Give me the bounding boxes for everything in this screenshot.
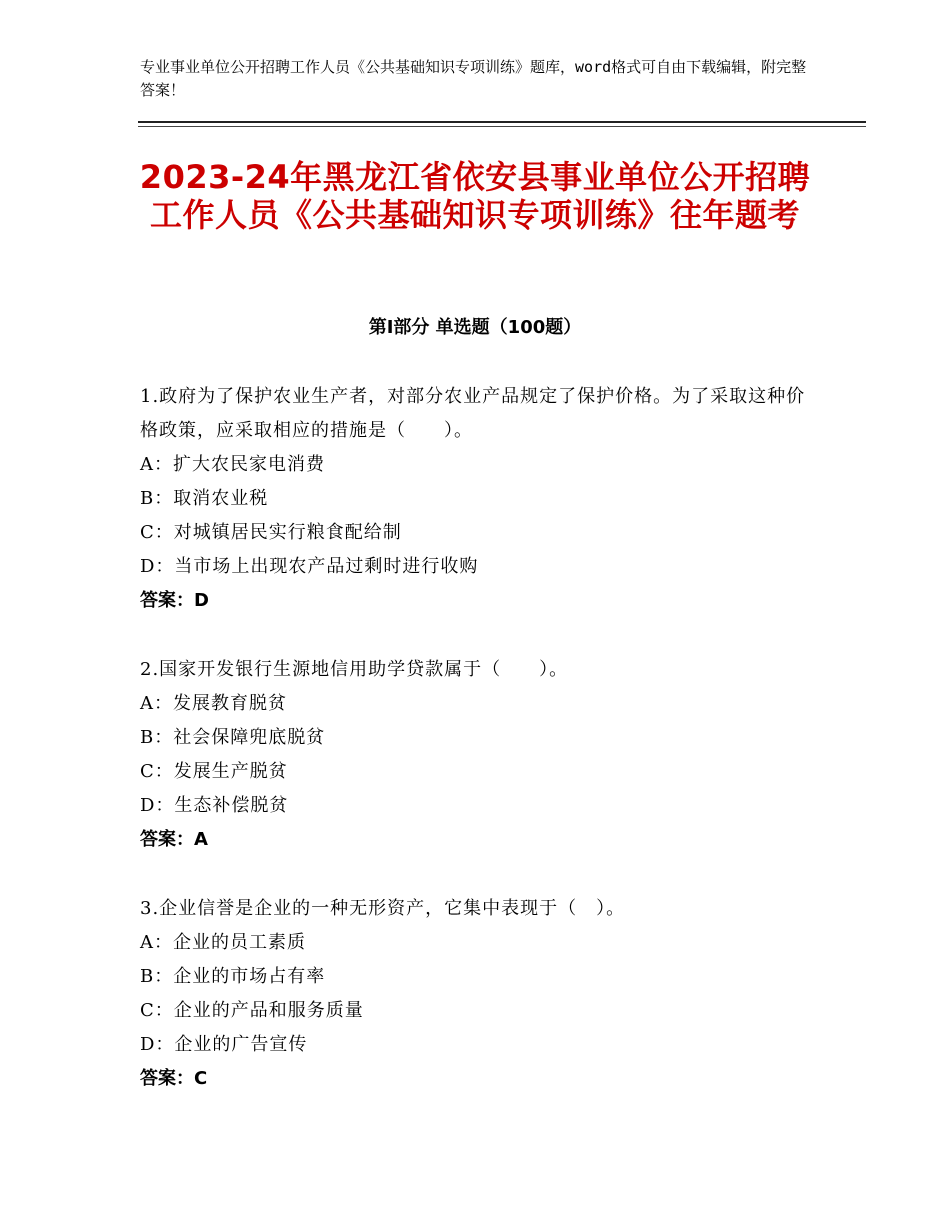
option-d: D：当市场上出现农产品过剩时进行收购: [140, 556, 479, 577]
question-stem: 2.国家开发银行生源地信用助学贷款属于（ ）。: [140, 659, 569, 680]
header-divider-thin: [138, 126, 866, 127]
header-divider-thick: [138, 121, 866, 123]
section-heading: 第Ⅰ部分 单选题（100题）: [368, 317, 582, 338]
question-block: [140, 653, 810, 857]
answer-line: 答案：D: [140, 590, 209, 611]
answer-line: 答案：C: [140, 1068, 208, 1089]
answer-line: 答案：A: [140, 829, 208, 850]
option-a: A：发展教育脱贫: [140, 693, 287, 714]
option-b: B：取消农业税: [140, 488, 269, 509]
option-d: D：企业的广告宣传: [140, 1034, 308, 1055]
option-d: D：生态补偿脱贫: [140, 795, 289, 816]
option-c: C：企业的产品和服务质量: [140, 1000, 364, 1021]
document-title: 2023-24年黑龙江省依安县事业单位公开招聘工作人员《公共基础知识专项训练》往年题考: [139, 158, 811, 234]
header-note: 专业事业单位公开招聘工作人员《公共基础知识专项训练》题库，word格式可自由下载编辑，附完整答案！: [140, 58, 807, 99]
option-a: A：扩大农民家电消费: [140, 454, 325, 475]
option-b: B：社会保障兜底脱贫: [140, 727, 326, 748]
option-a: A：企业的员工素质: [140, 932, 306, 953]
option-c: C：对城镇居民实行粮食配给制: [140, 522, 402, 543]
question-stem: 3.企业信誉是企业的一种无形资产，它集中表现于（ ）。: [140, 898, 626, 919]
question-stem: 1.政府为了保护农业生产者，对部分农业产品规定了保护价格。为了采取这种价格政策，应采取相应的措施是（ ）。: [140, 386, 806, 441]
option-b: B：企业的市场占有率: [140, 966, 326, 987]
question-block: [140, 892, 810, 1096]
question-block: [140, 380, 810, 618]
option-c: C：发展生产脱贫: [140, 761, 288, 782]
